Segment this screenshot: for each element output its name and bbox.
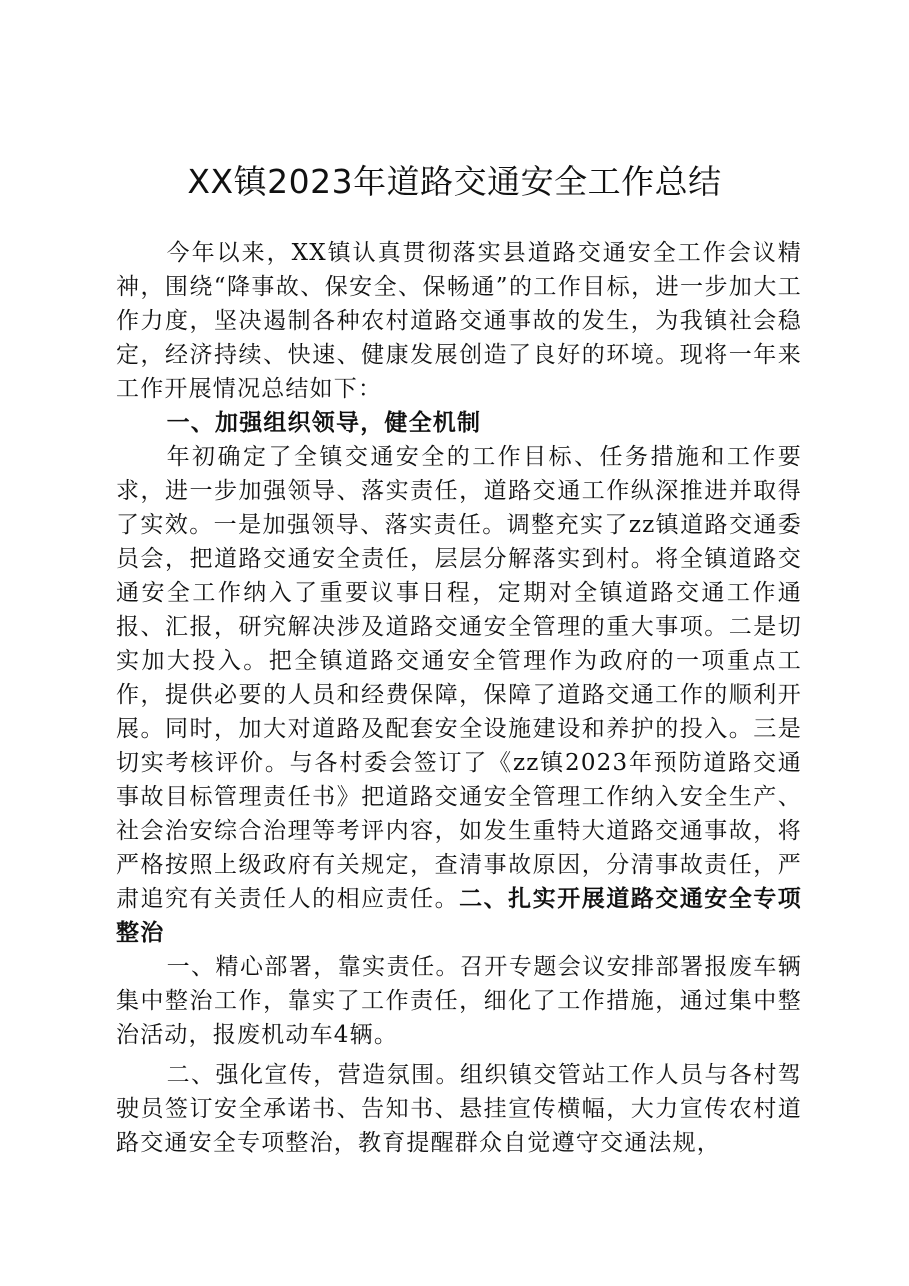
section-2-heading: 二、扎实开展道路交通安全专项整治 [116, 886, 802, 946]
section-1-paragraph [116, 440, 802, 950]
document-body [116, 236, 802, 1160]
section-1-body-text: 年初确定了全镇交通安全的工作目标、任务措施和工作要求，进一步加强领导、落实责任，道路交通工作纵深推进并取得了实效。一是加强领导、落实责任。调整充实了zz镇道路交通委员会，把道路交通安全责任，层层分解落实到村。将全镇道路交通安全工作纳入了重要议事日程，定期对全镇道路交通工作通报、汇报，研究解决涉及道路交通安全管理的重大事项。二是切实加大投入。把全镇道路交通安全管理作为政府的一项重点工作，提供必要的人员和经费保障，保障了道路交通工作的顺利开展。同时，加大对道路及配套安全设施建设和养护的投入。三是切实考核评价。与各村委会签订了《zz镇2023年预防道路交通事故目标管理责任书》把道路交通安全管理工作纳入安全生产、社会治安综合治理等考评内容，如发生重特大道路交通事故，将严格按照上级政府有关规定，查清事故原因，分清事故责任，严肃追究有关责任人的相应责任。 [116, 444, 802, 912]
publicity-paragraph: 二、强化宣传，营造氛围。组织镇交管站工作人员与各村驾驶员签订安全承诺书、告知书、悬挂宣传横幅，大力宣传农村道路交通安全专项整治，教育提醒群众自觉遵守交通法规， [116, 1062, 802, 1156]
document-title: XX镇2023年道路交通安全工作总结 [187, 162, 722, 201]
deployment-paragraph: 一、精心部署，靠实责任。召开专题会议安排部署报废车辆集中整治工作，靠实了工作责任，细化了工作措施，通过集中整治活动，报废机动车4辆。 [116, 954, 802, 1048]
intro-paragraph: 今年以来，XX镇认真贯彻落实县道路交通安全工作会议精神，围绕“降事故、保安全、保畅通”的工作目标，进一步加大工作力度，坚决遏制各种农村道路交通事故的发生，为我镇社会稳定，经济持续、快速、健康发展创造了良好的环境。现将一年来工作开展情况总结如下： [116, 240, 802, 402]
section-1-heading: 一、加强组织领导，健全机制 [166, 410, 482, 436]
